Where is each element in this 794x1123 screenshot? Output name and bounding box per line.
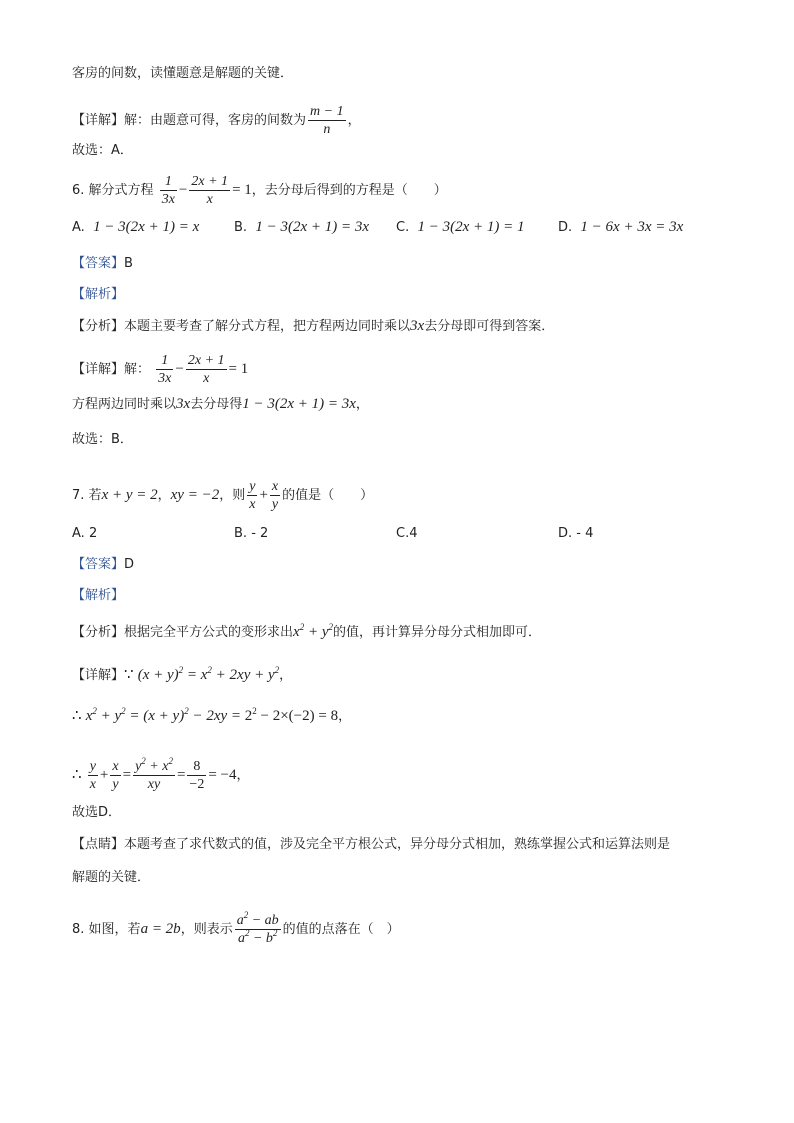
q5-choose: 故选：A．	[72, 143, 133, 158]
q7-comment: 【点睛】本题考查了求代数式的值，涉及完全平方根公式，异分母分式相加，熟练掌握公式和运算法则是	[72, 837, 671, 852]
fraction: $\frac{1}{3x}$	[158, 353, 172, 386]
fraction: $\frac{x}{y}$	[271, 479, 279, 512]
q7-jiexi: 【解析】	[72, 588, 125, 603]
q6-analysis: 【分析】本题主要考查了解分式方程，把方程两边同时乘以3x去分母即可得到答案．	[72, 318, 555, 334]
q7-analysis: 【分析】根据完全平方公式的变形求出$x^2 + y^2$的值，再计算异分母分式相加即可．	[72, 622, 541, 640]
detail-tag: 【详解】	[72, 113, 125, 128]
fraction: $\frac{1}{3x}$	[161, 174, 175, 207]
fraction: $\frac{2x + 1}{x}$	[187, 353, 225, 386]
fraction: $\frac{a^2 - ab}{a^2 - b^2}$	[236, 910, 279, 946]
fraction: $\frac{y}{x}$	[89, 759, 96, 792]
q7-option-a: A. 2	[72, 526, 98, 541]
fraction: $\frac{2x + 1}{x}$	[191, 174, 229, 207]
q7-detail-3: ∴ $\frac{y}{x}$ + $\frac{x}{y}$ = $\frac{y^2 + x^2}{xy}$ = $\frac{8}{-2}$ = −4，	[72, 756, 250, 792]
q7-comment-cont: 解题的关键．	[72, 870, 151, 885]
fraction: $\frac{y^2 + x^2}{xy}$	[135, 756, 173, 792]
q7-stem: 7. 若x + y = 2，xy = −2，则 $\frac{y}{x}$ + $\frac{x}{y}$ 的值是（ ）	[72, 479, 374, 512]
q6-option-c: C. 1 − 3(2x + 1) = 1	[396, 219, 525, 235]
fraction: $\frac{m - 1}{n}$	[310, 104, 344, 137]
q6-option-a: A. 1 − 3(2x + 1) = x	[72, 219, 200, 235]
q7-option-d: D. - 4	[558, 526, 594, 541]
q8-stem: 8. 如图，若a = 2b，则表示 $\frac{a^2 - ab}{a^2 - b^2}$ 的值的点落在（ ）	[72, 910, 400, 946]
q7-detail-2: ∴ $x^2 + y^2 = (x + y)^2 - 2xy = 2^2 - 2\times(-2) = 8$，	[72, 706, 352, 724]
fraction: $\frac{y}{x}$	[249, 479, 256, 512]
jiexi-tag: 【解析】	[72, 287, 125, 302]
q7-answer: 【答案】D	[72, 557, 135, 572]
fraction: $\frac{x}{y}$	[112, 759, 119, 792]
answer-tag: 【答案】	[72, 256, 125, 271]
q6-step: 方程两边同时乘以3x去分母得1 − 3(2x + 1) = 3x，	[72, 396, 369, 412]
q6-detail: 【详解】解： $\frac{1}{3x}$ − $\frac{2x + 1}{x}$ = 1	[72, 353, 249, 386]
q6-option-d: D. 1 − 6x + 3x = 3x	[558, 219, 684, 235]
q7-choose: 故选D．	[72, 805, 122, 820]
q7-option-c: C.4	[396, 526, 418, 541]
q7-detail-1: 【详解】∵ $(x + y)^2 = x^2 + 2xy + y^2$，	[72, 665, 293, 683]
q6-jiexi	[72, 285, 124, 305]
q6-option-b: B. 1 − 3(2x + 1) = 3x	[234, 219, 369, 235]
q6-stem: 6. 解分式方程 $\frac{1}{3x}$ − $\frac{2x + 1}{x}$ = 1，去分母后得到的方程是（ ）	[72, 174, 447, 207]
q6-choose: 故选：B．	[72, 432, 133, 447]
fraction: $\frac{8}{-2}$	[189, 759, 205, 792]
q7-option-b: B. - 2	[234, 526, 269, 541]
q6-answer: 【答案】B	[72, 256, 133, 271]
intro-text: 客房的间数，读懂题意是解题的关键．	[72, 66, 294, 81]
q5-detail: 【详解】解：由题意可得，客房的间数为 $\frac{m - 1}{n}$ ，	[72, 104, 361, 137]
